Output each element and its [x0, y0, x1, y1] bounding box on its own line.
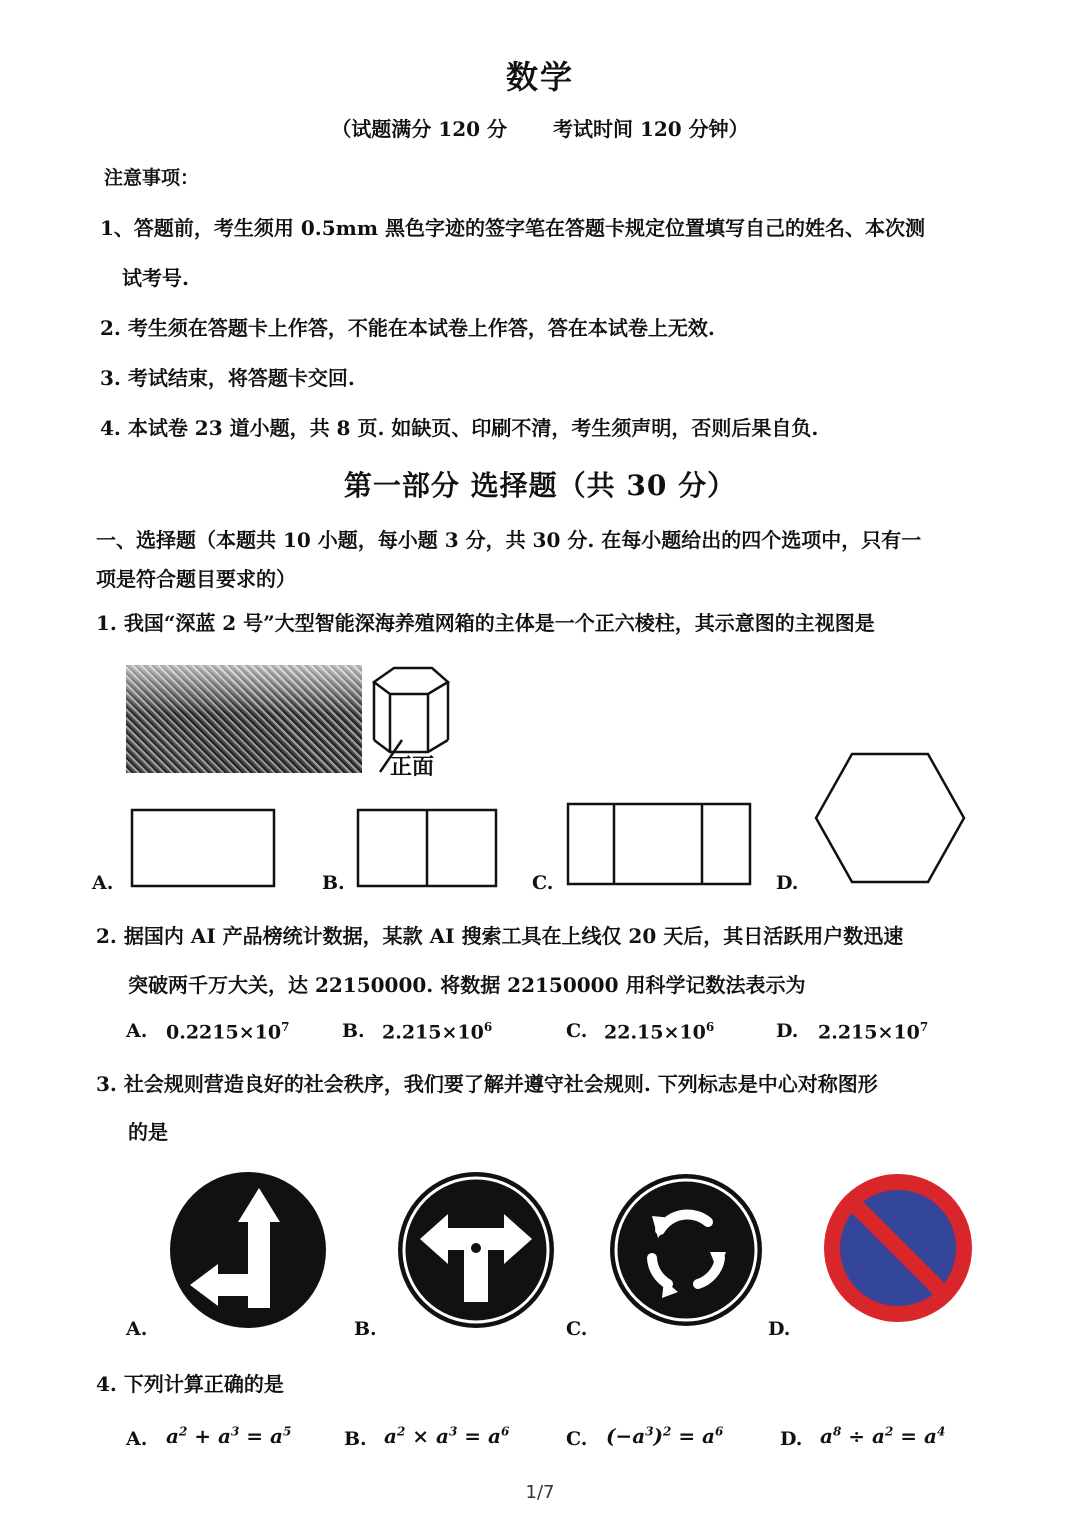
- q1-option-c-label: C.: [532, 872, 554, 894]
- q2-option-d-value: $2.215\times 10^7$: [818, 1020, 929, 1044]
- q3-sign-d-no-parking: [820, 1170, 976, 1326]
- question-1-text: 1. 我国“深蓝 2 号”大型智能深海养殖网箱的主体是一个正六棱柱，其示意图的主视图是: [96, 611, 875, 635]
- q3-option-c-label: C.: [566, 1318, 588, 1340]
- q1-option-d-figure: [812, 750, 968, 888]
- q4-option-d-label: D.: [780, 1428, 803, 1450]
- sea-cage-photo: [126, 665, 362, 773]
- question-2-text: 2. 据国内 AI 产品榜统计数据，某款 AI 搜索工具在上线仅 20 天后，其日活跃用户数迅速: [96, 924, 904, 948]
- exam-subtitle: [0, 113, 1080, 142]
- q4-option-b-expression: $a^2 \times a^3 = a^6$: [384, 1424, 510, 1448]
- notice-item-3: 3. 考试结束，将答题卡交回.: [100, 366, 355, 390]
- page-number: 1/7: [525, 1482, 555, 1503]
- q1-option-b-label: B.: [322, 872, 345, 894]
- question-4-text: 4. 下列计算正确的是: [96, 1372, 284, 1396]
- exam-time: 考试时间 120 分钟）: [553, 117, 749, 141]
- q3-sign-a-turn-left-or-straight: [168, 1170, 328, 1330]
- notice-item-1-cont: 试考号.: [122, 266, 189, 290]
- q3-option-a-label: A.: [126, 1318, 148, 1340]
- front-label: 正面: [390, 755, 435, 780]
- q2-option-b-value: $2.215\times 10^6$: [382, 1020, 493, 1044]
- q3-sign-b-turn-left-or-right: [396, 1170, 556, 1330]
- notice-item-4: 4. 本试卷 23 道小题，共 8 页. 如缺页、印刷不清，考生须声明，否则后果自负.: [100, 416, 819, 440]
- notice-item-1: 1、答题前，考生须用 0.5mm 黑色字迹的签字笔在答题卡规定位置填写自己的姓名、本次测: [100, 216, 925, 240]
- q1-option-d-label: D.: [776, 872, 799, 894]
- q2-option-b-label: B.: [342, 1020, 365, 1042]
- q4-option-c-label: C.: [566, 1428, 588, 1450]
- section-intro: 一、选择题（本题共 10 小题，每小题 3 分，共 30 分. 在每小题给出的四个选项中，只有一: [96, 528, 922, 552]
- q4-option-c-expression: $(-a^3)^2 = a^6$: [606, 1424, 724, 1448]
- question-3-text-cont: 的是: [128, 1120, 168, 1144]
- question-3-text: 3. 社会规则营造良好的社会秩序，我们要了解并遵守社会规则. 下列标志是中心对称图形: [96, 1072, 878, 1096]
- section-intro-cont: 项是符合题目要求的）: [96, 567, 296, 591]
- q4-option-b-label: B.: [344, 1428, 367, 1450]
- q2-option-c-value: $22.15\times 10^6$: [604, 1020, 715, 1044]
- q3-option-d-label: D.: [768, 1318, 791, 1340]
- q4-option-a-expression: $a^2 + a^3 = a^5$: [166, 1424, 292, 1448]
- q2-option-d-label: D.: [776, 1020, 799, 1042]
- notice-heading: 注意事项：: [104, 167, 200, 189]
- q3-option-b-label: B.: [354, 1318, 377, 1340]
- section-title: 第一部分 选择题（共 30 分）: [343, 469, 737, 502]
- question-2-text-cont: 突破两千万大关，达 22150000. 将数据 22150000 用科学记数法表示为: [128, 973, 806, 997]
- q1-option-c-figure: [566, 802, 754, 890]
- full-score: （试题满分 120 分: [331, 117, 507, 141]
- notice-item-2: 2. 考生须在答题卡上作答，不能在本试卷上作答，答在本试卷上无效.: [100, 316, 715, 340]
- q1-option-a-label: A.: [92, 872, 114, 894]
- q1-option-a-figure: [130, 808, 278, 890]
- exam-title: 数学: [505, 58, 574, 96]
- q2-option-a-label: A.: [126, 1020, 148, 1042]
- q2-option-a-value: $0.2215\times 10^7$: [166, 1020, 290, 1044]
- q3-sign-c-roundabout: [608, 1172, 764, 1328]
- q1-option-b-figure: [356, 808, 500, 890]
- q2-option-c-label: C.: [566, 1020, 588, 1042]
- q4-option-d-expression: $a^8 \div a^2 = a^4$: [820, 1424, 946, 1448]
- q4-option-a-label: A.: [126, 1428, 148, 1450]
